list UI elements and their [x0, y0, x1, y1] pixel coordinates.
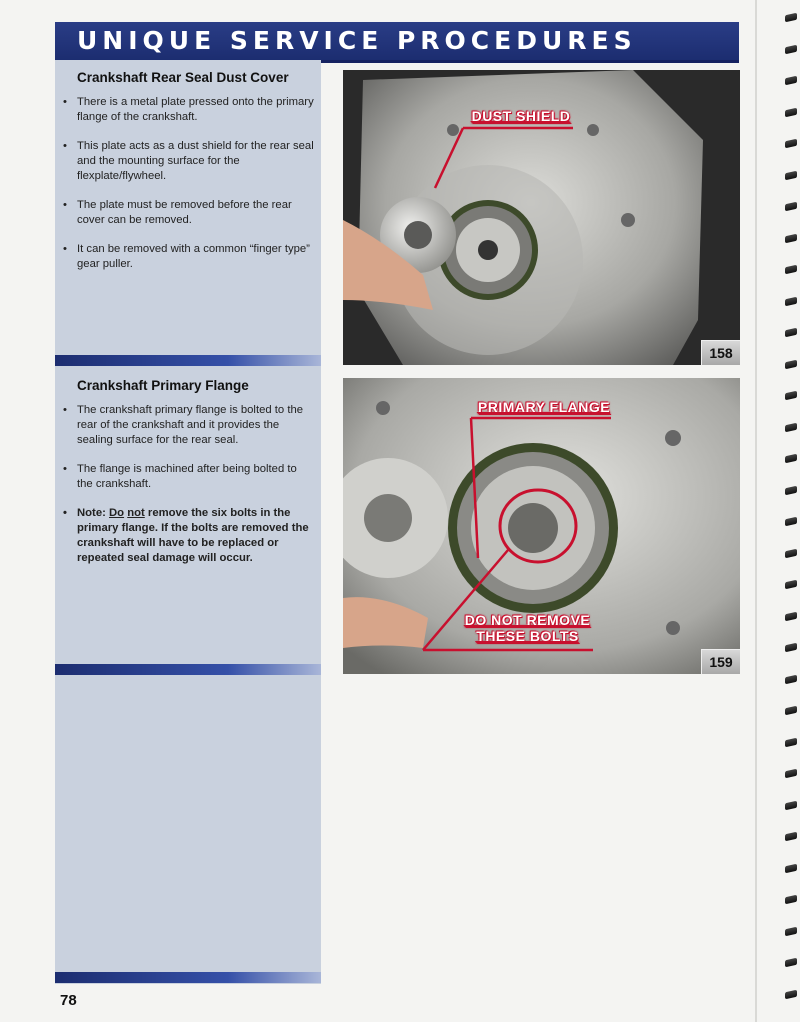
- section-divider: [55, 972, 321, 983]
- binding-coil: [785, 800, 797, 810]
- bullet-list-dust-cover: [60, 95, 315, 286]
- page-number: 78: [60, 992, 77, 1009]
- callout-do-not-remove-bolts: DO NOT REMOVE THESE BOLTS: [464, 612, 591, 644]
- binding-coil: [785, 359, 797, 369]
- callout-dust-shield: DUST SHIELD: [471, 108, 571, 124]
- binding-coil: [785, 517, 797, 527]
- binding-coil: [785, 674, 797, 684]
- binding-coil: [785, 391, 797, 401]
- binding-coil: [785, 422, 797, 432]
- binding-coil: [785, 139, 797, 149]
- figure-158-photo: [343, 70, 740, 365]
- list-item: • It can be removed with a common “finger type” gear puller.: [63, 243, 310, 270]
- page-title: UNIQUE SERVICE PROCEDURES: [77, 26, 637, 55]
- section-divider: [55, 355, 321, 366]
- binding-coil: [785, 580, 797, 590]
- binding-coil: [785, 611, 797, 621]
- page-edge: [755, 0, 757, 1022]
- binding-coil: [785, 926, 797, 936]
- section-heading-primary-flange: Crankshaft Primary Flange: [77, 378, 249, 393]
- list-item: • The flange is machined after being bolted to the crankshaft.: [63, 463, 297, 490]
- spiral-binding: [776, 0, 800, 1022]
- binding-coil: [785, 233, 797, 243]
- binding-coil: [785, 265, 797, 275]
- list-item: • There is a metal plate pressed onto the primary flange of the crankshaft.: [63, 96, 314, 123]
- binding-coil: [785, 737, 797, 747]
- binding-coil: [785, 296, 797, 306]
- binding-coil: [785, 832, 797, 842]
- figure-159-photo: [343, 378, 740, 674]
- binding-coil: [785, 769, 797, 779]
- binding-coil: [785, 548, 797, 558]
- binding-coil: [785, 643, 797, 653]
- binding-coil: [785, 989, 797, 999]
- binding-coil: [785, 13, 797, 23]
- binding-coil: [785, 706, 797, 716]
- list-item: • The crankshaft primary flange is bolted to the rear of the crankshaft and it provides the sealing surface for the rear seal.: [63, 404, 304, 446]
- binding-coil: [785, 958, 797, 968]
- list-item: • The plate must be removed before the rear cover can be removed.: [63, 199, 292, 226]
- list-item: • This plate acts as a dust shield for the rear seal and the mounting surface for the flexplate/flywheel.: [63, 140, 314, 182]
- binding-coil: [785, 202, 797, 212]
- binding-coil: [785, 107, 797, 117]
- binding-coil: [785, 454, 797, 464]
- section-heading-dust-cover: Crankshaft Rear Seal Dust Cover: [77, 70, 289, 85]
- figure-number: 158: [701, 340, 740, 365]
- binding-coil: [785, 170, 797, 180]
- binding-coil: [785, 485, 797, 495]
- binding-coil: [785, 895, 797, 905]
- binding-coil: [785, 863, 797, 873]
- binding-coil: [785, 76, 797, 86]
- section-divider: [55, 664, 321, 675]
- figure-number: 159: [701, 649, 740, 674]
- binding-coil: [785, 44, 797, 54]
- note-item: • Note: Do not remove the six bolts in the primary flange. If the bolts are removed the crankshaft will have to be replaced or repeated seal damage will occur.: [63, 507, 309, 564]
- bullet-list-primary-flange: [60, 403, 315, 580]
- header-bar: [55, 22, 739, 63]
- callout-primary-flange: PRIMARY FLANGE: [477, 399, 611, 415]
- binding-coil: [785, 328, 797, 338]
